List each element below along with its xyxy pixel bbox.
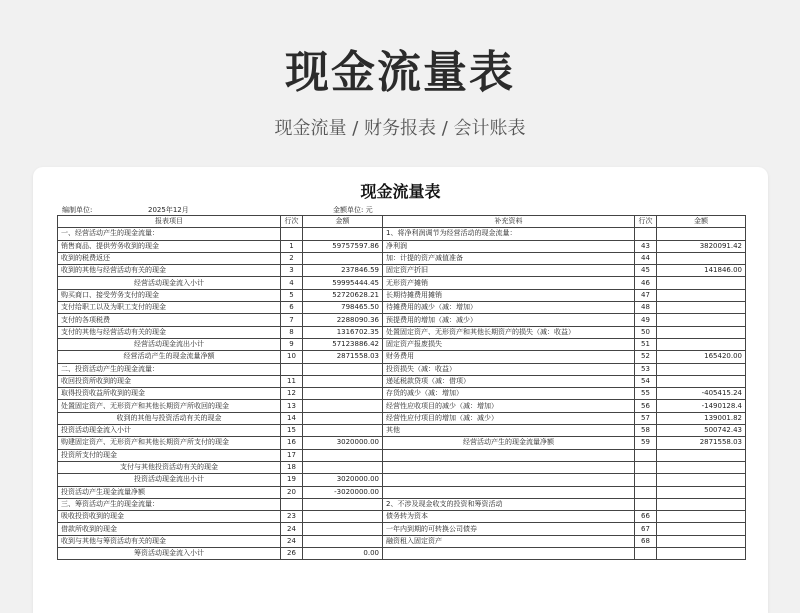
row-amount: 0.00: [303, 548, 383, 560]
row-amount: 59995444.45: [303, 277, 383, 289]
row-item: 购建固定资产、无形资产和其他长期资产所支付的现金: [58, 437, 281, 449]
row-line-number: 18: [281, 461, 303, 473]
row-supplement-amount: [657, 523, 746, 535]
row-item: 三、筹资活动产生的现金流量：: [58, 498, 281, 510]
row-supplement-line-number: 50: [635, 326, 657, 338]
row-supplement-amount: [657, 486, 746, 498]
row-item: 二、投资活动产生的现金流量：: [58, 363, 281, 375]
row-line-number: 23: [281, 511, 303, 523]
row-amount: 57123886.42: [303, 338, 383, 350]
table-row: [58, 498, 746, 510]
table-row: [58, 523, 746, 535]
row-item: 吸收投资收到的现金: [58, 511, 281, 523]
row-item: 一、经营活动产生的现金流量：: [58, 228, 281, 240]
row-supplement-item: 融资租入固定资产: [383, 535, 635, 547]
row-supplement-amount: 500742.43: [657, 425, 746, 437]
row-item: 支付的各项税费: [58, 314, 281, 326]
page-title: 现金流量表: [285, 47, 515, 98]
row-item: 销售商品、提供劳务收到的现金: [58, 240, 281, 252]
col-header-amount2: 金额: [657, 216, 746, 228]
row-supplement-amount: [657, 474, 746, 486]
row-line-number: 4: [281, 277, 303, 289]
row-amount: [303, 498, 383, 510]
row-supplement-item: [383, 461, 635, 473]
document-card: [33, 167, 768, 613]
row-item: 处置固定资产、无形资产和其他长期资产所收回的现金: [58, 400, 281, 412]
row-line-number: 1: [281, 240, 303, 252]
row-supplement-amount: -1490128.4: [657, 400, 746, 412]
row-supplement-line-number: 49: [635, 314, 657, 326]
row-supplement-item: 处置固定资产、无形资产和其他长期资产的损失（减：收益）: [383, 326, 635, 338]
row-amount: [303, 412, 383, 424]
row-item: 经营活动现金流入小计: [58, 277, 281, 289]
row-supplement-item: 债务转为资本: [383, 511, 635, 523]
report-date: 2025年12月: [148, 206, 189, 214]
row-supplement-line-number: 51: [635, 338, 657, 350]
row-line-number: 17: [281, 449, 303, 461]
row-line-number: 9: [281, 338, 303, 350]
row-supplement-item: 经营性应收项目的减少（减：增加）: [383, 400, 635, 412]
amount-unit: 金额单位: 元: [333, 206, 373, 214]
table-row: [58, 265, 746, 277]
table-row: [58, 388, 746, 400]
row-supplement-line-number: 58: [635, 425, 657, 437]
table-row: [58, 412, 746, 424]
row-supplement-amount: 165420.00: [657, 351, 746, 363]
row-item: 取得投资收益所收到的现金: [58, 388, 281, 400]
table-row: [58, 326, 746, 338]
row-supplement-amount: [657, 326, 746, 338]
row-supplement-line-number: [635, 474, 657, 486]
row-item: 收到的其他与投资活动有关的现金: [58, 412, 281, 424]
row-supplement-item: 递延税款贷项（减：借项）: [383, 375, 635, 387]
row-supplement-item: 一年内到期的可转换公司债券: [383, 523, 635, 535]
row-item: 投资所支付的现金: [58, 449, 281, 461]
row-amount: 52720628.21: [303, 289, 383, 301]
row-supplement-line-number: 43: [635, 240, 657, 252]
row-line-number: 13: [281, 400, 303, 412]
row-supplement-amount: [657, 498, 746, 510]
row-supplement-item: 经营性应付项目的增加（减：减少）: [383, 412, 635, 424]
col-header-line2: 行次: [635, 216, 657, 228]
row-supplement-line-number: 48: [635, 302, 657, 314]
row-supplement-item: [383, 449, 635, 461]
row-supplement-amount: 141846.00: [657, 265, 746, 277]
row-supplement-line-number: 59: [635, 437, 657, 449]
table-row: [58, 302, 746, 314]
table-row: [58, 449, 746, 461]
table-row: [58, 474, 746, 486]
row-line-number: 11: [281, 375, 303, 387]
row-supplement-item: 待摊费用的减少（减：增加）: [383, 302, 635, 314]
row-item: 收回投资所收到的现金: [58, 375, 281, 387]
row-supplement-amount: [657, 252, 746, 264]
row-line-number: 14: [281, 412, 303, 424]
row-line-number: 10: [281, 351, 303, 363]
row-supplement-item: 固定资产折旧: [383, 265, 635, 277]
row-line-number: 20: [281, 486, 303, 498]
row-supplement-item: 加：计提的资产减值准备: [383, 252, 635, 264]
row-line-number: 26: [281, 548, 303, 560]
table-row: [58, 228, 746, 240]
table-row: [58, 277, 746, 289]
row-amount: [303, 535, 383, 547]
row-line-number: 8: [281, 326, 303, 338]
row-item: 经营活动产生的现金流量净额: [58, 351, 281, 363]
row-supplement-item: 净利润: [383, 240, 635, 252]
row-supplement-item: 无形资产摊销: [383, 277, 635, 289]
row-supplement-line-number: 54: [635, 375, 657, 387]
row-amount: [303, 461, 383, 473]
row-amount: [303, 511, 383, 523]
row-item: 筹资活动现金流入小计: [58, 548, 281, 560]
row-amount: 237846.59: [303, 265, 383, 277]
row-line-number: [281, 498, 303, 510]
row-item: 支付给职工以及为职工支付的现金: [58, 302, 281, 314]
row-line-number: 7: [281, 314, 303, 326]
row-amount: [303, 425, 383, 437]
row-supplement-item: 固定资产报废损失: [383, 338, 635, 350]
row-amount: 2288090.36: [303, 314, 383, 326]
row-supplement-item: [383, 548, 635, 560]
row-amount: 3020000.00: [303, 437, 383, 449]
row-supplement-amount: [657, 548, 746, 560]
row-line-number: 19: [281, 474, 303, 486]
row-supplement-line-number: 55: [635, 388, 657, 400]
row-supplement-item: 预提费用的增加（减：减少）: [383, 314, 635, 326]
row-line-number: 24: [281, 523, 303, 535]
table-row: [58, 351, 746, 363]
row-supplement-amount: 2871558.03: [657, 437, 746, 449]
table-row: [58, 400, 746, 412]
row-amount: 2871558.03: [303, 351, 383, 363]
row-amount: [303, 388, 383, 400]
row-supplement-line-number: 44: [635, 252, 657, 264]
table-row: [58, 511, 746, 523]
row-supplement-item: [383, 474, 635, 486]
row-supplement-amount: [657, 511, 746, 523]
row-supplement-amount: [657, 449, 746, 461]
row-supplement-line-number: 46: [635, 277, 657, 289]
table-header-row: [58, 216, 746, 228]
row-amount: [303, 228, 383, 240]
row-supplement-item: 长期待摊费用摊销: [383, 289, 635, 301]
table-row: [58, 486, 746, 498]
table-row: [58, 461, 746, 473]
row-amount: [303, 523, 383, 535]
row-item: 收到的税费返还: [58, 252, 281, 264]
row-amount: 3020000.00: [303, 474, 383, 486]
row-item: 投资活动现金流入小计: [58, 425, 281, 437]
row-supplement-line-number: [635, 449, 657, 461]
row-amount: 59757597.86: [303, 240, 383, 252]
page-subtitle: 现金流量 / 财务报表 / 会计账表: [274, 118, 526, 139]
row-supplement-item: 存货的减少（减：增加）: [383, 388, 635, 400]
row-amount: [303, 449, 383, 461]
row-supplement-amount: -405415.24: [657, 388, 746, 400]
row-supplement-line-number: [635, 548, 657, 560]
row-amount: 798465.50: [303, 302, 383, 314]
row-supplement-amount: [657, 535, 746, 547]
table-row: [58, 252, 746, 264]
row-supplement-item: 其他: [383, 425, 635, 437]
table-row: [58, 425, 746, 437]
row-supplement-item: 1、将净利润调节为经营活动的现金流量：: [383, 228, 635, 240]
row-line-number: 16: [281, 437, 303, 449]
row-supplement-item: 投资损失（减：收益）: [383, 363, 635, 375]
col-header-line: 行次: [281, 216, 303, 228]
row-supplement-line-number: 52: [635, 351, 657, 363]
row-supplement-line-number: 66: [635, 511, 657, 523]
table-row: [58, 437, 746, 449]
row-item: 经营活动现金流出小计: [58, 338, 281, 350]
row-line-number: 15: [281, 425, 303, 437]
row-supplement-amount: 3820091.42: [657, 240, 746, 252]
row-line-number: 6: [281, 302, 303, 314]
row-supplement-line-number: [635, 486, 657, 498]
row-supplement-amount: [657, 461, 746, 473]
row-supplement-line-number: 53: [635, 363, 657, 375]
table-row: [58, 289, 746, 301]
row-supplement-line-number: [635, 461, 657, 473]
row-item: 支付的其他与经营活动有关的现金: [58, 326, 281, 338]
table-body: [58, 228, 746, 560]
col-header-item: 报表项目: [58, 216, 281, 228]
row-supplement-amount: [657, 375, 746, 387]
table-row: [58, 375, 746, 387]
row-item: 购买商口、接受劳务支付的现金: [58, 289, 281, 301]
row-supplement-amount: 139001.82: [657, 412, 746, 424]
table-row: [58, 338, 746, 350]
row-line-number: [281, 363, 303, 375]
row-supplement-amount: [657, 338, 746, 350]
row-line-number: 2: [281, 252, 303, 264]
row-amount: -3020000.00: [303, 486, 383, 498]
table-row: [58, 535, 746, 547]
row-line-number: [281, 228, 303, 240]
row-line-number: 12: [281, 388, 303, 400]
table-row: [58, 363, 746, 375]
row-supplement-amount: [657, 363, 746, 375]
row-supplement-amount: [657, 277, 746, 289]
row-amount: [303, 375, 383, 387]
row-item: 收到的其他与经营活动有关的现金: [58, 265, 281, 277]
row-item: 投资活动产生现金流量净额: [58, 486, 281, 498]
row-supplement-amount: [657, 228, 746, 240]
sheet-title: 现金流量表: [360, 182, 441, 201]
row-amount: [303, 400, 383, 412]
table-row: [58, 314, 746, 326]
row-supplement-line-number: [635, 228, 657, 240]
row-supplement-amount: [657, 289, 746, 301]
row-amount: [303, 252, 383, 264]
row-supplement-item: 财务费用: [383, 351, 635, 363]
row-supplement-line-number: [635, 498, 657, 510]
row-item: 借款所收到的现金: [58, 523, 281, 535]
col-header-amount: 金额: [303, 216, 383, 228]
row-amount: [303, 363, 383, 375]
row-item: 投资活动现金流出小计: [58, 474, 281, 486]
row-line-number: 5: [281, 289, 303, 301]
org-label: 编制单位:: [62, 206, 93, 214]
row-supplement-amount: [657, 314, 746, 326]
row-supplement-line-number: 45: [635, 265, 657, 277]
cash-flow-table: [57, 215, 746, 560]
row-supplement-line-number: 68: [635, 535, 657, 547]
row-item: 支付与其他投资活动有关的现金: [58, 461, 281, 473]
row-item: 收到与其他与筹资活动有关的现金: [58, 535, 281, 547]
row-supplement-item: [383, 486, 635, 498]
row-supplement-line-number: 47: [635, 289, 657, 301]
row-amount: 1316702.35: [303, 326, 383, 338]
table-row: [58, 240, 746, 252]
row-supplement-item: 经营活动产生的现金流量净额: [383, 437, 635, 449]
row-supplement-line-number: 57: [635, 412, 657, 424]
row-supplement-item: 2、不涉及现金收支的投资和筹资活动: [383, 498, 635, 510]
row-supplement-line-number: 67: [635, 523, 657, 535]
row-line-number: 24: [281, 535, 303, 547]
row-line-number: 3: [281, 265, 303, 277]
row-supplement-line-number: 56: [635, 400, 657, 412]
table-row: [58, 548, 746, 560]
row-supplement-amount: [657, 302, 746, 314]
col-header-supp: 补充资料: [383, 216, 635, 228]
